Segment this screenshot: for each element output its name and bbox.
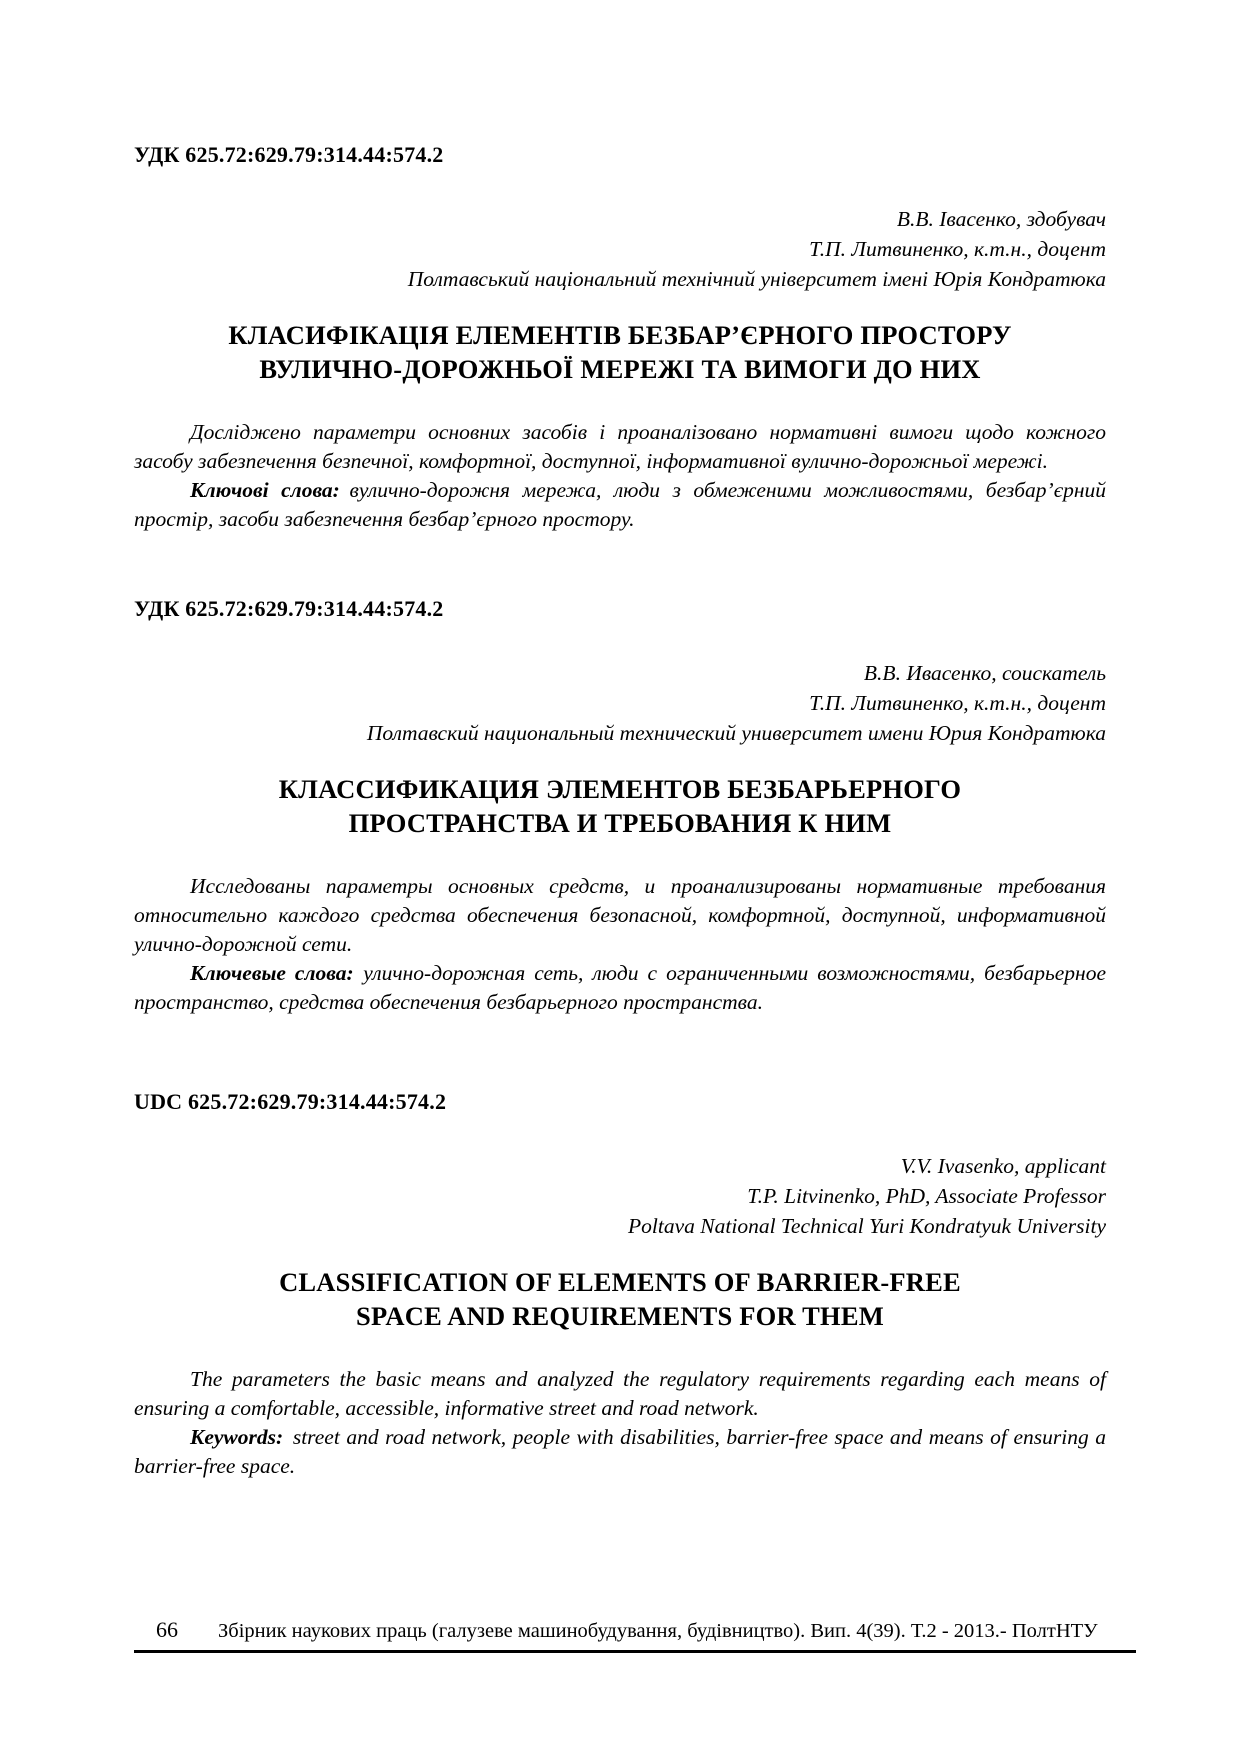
udc-code: UDC 625.72:629.79:314.44:574.2	[134, 1089, 447, 1114]
section-english	[134, 1089, 1106, 1481]
footer-rule	[134, 1616, 1136, 1653]
title-line-1: КЛАССИФИКАЦИЯ ЭЛЕМЕНТОВ БЕЗБАРЬЕРНОГО	[278, 774, 962, 804]
title-line-2: ВУЛИЧНО-ДОРОЖНЬОЇ МЕРЕЖІ ТА ВИМОГИ ДО НИХ	[259, 354, 981, 384]
keywords-label: Ключові слова:	[190, 478, 340, 502]
abstract-paragraph: The parameters the basic means and analyzed the regulatory requirements regarding each means of ensuring a comfortable, accessible, informative street and road network.	[134, 1367, 1106, 1420]
section-russian	[134, 596, 1106, 1017]
title-line-1: КЛАСИФІКАЦІЯ ЕЛЕМЕНТІВ БЕЗБАР’ЄРНОГО ПРОСТОРУ	[228, 320, 1012, 350]
author-line: Т.П. Литвиненко, к.т.н., доцент	[809, 691, 1106, 715]
author-line: V.V. Ivasenko, applicant	[900, 1154, 1106, 1178]
title-line-2: SPACE AND REQUIREMENTS FOR THEM	[356, 1301, 884, 1331]
page-footer	[134, 1616, 1136, 1653]
section-ukrainian	[134, 142, 1106, 534]
udc-code: УДК 625.72:629.79:314.44:574.2	[134, 142, 444, 167]
title-line-2: ПРОСТРАНСТВА И ТРЕБОВАНИЯ К НИМ	[348, 808, 892, 838]
keywords-paragraph	[134, 476, 1106, 534]
abstract-paragraph: Исследованы параметры основных средств, и проанализированы нормативные требования относительно каждого средства обеспечения безопасной, комфортной, доступной, информативной улично-дорожной сети.	[134, 874, 1106, 956]
author-line: Т.П. Литвиненко, к.т.н., доцент	[809, 237, 1106, 261]
keywords-text: вулично-дорожня мережа, люди з обмеженими можливостями, безбар’єрний простір, засоби забезпечення безбар’єрного простору.	[134, 478, 1106, 531]
author-line: T.P. Litvinenko, PhD, Associate Professor	[747, 1184, 1106, 1208]
keywords-label: Ключевые слова:	[190, 961, 354, 985]
author-block	[134, 204, 1106, 294]
affiliation-line: Полтавский национальный технический университет имени Юрия Кондратюка	[366, 721, 1106, 745]
keywords-text: street and road network, people with disabilities, barrier-free space and means of ensuring a barrier-free space.	[134, 1425, 1106, 1478]
keywords-paragraph	[134, 959, 1106, 1017]
affiliation-line: Полтавський національний технічний університет імені Юрія Кондратюка	[407, 267, 1106, 291]
title-line-1: CLASSIFICATION OF ELEMENTS OF BARRIER-FREE	[279, 1267, 961, 1297]
paper-title-ukrainian	[134, 318, 1106, 386]
paper-title-russian	[134, 772, 1106, 840]
author-block	[134, 658, 1106, 748]
footer-page-number: 66	[156, 1617, 178, 1642]
abstract-paragraph: Досліджено параметри основних засобів і проаналізовано нормативні вимоги щодо кожного засобу забезпечення безпечної, комфортної, доступної, інформативної вулично-дорожньої мережі.	[134, 420, 1106, 473]
affiliation-line: Poltava National Technical Yuri Kondratyuk University	[628, 1214, 1106, 1238]
keywords-paragraph	[134, 1423, 1106, 1481]
udc-code: УДК 625.72:629.79:314.44:574.2	[134, 596, 444, 621]
paper-title-english	[134, 1265, 1106, 1333]
author-block	[134, 1151, 1106, 1241]
author-line: В.В. Івасенко, здобувач	[896, 207, 1106, 231]
keywords-text: улично-дорожная сеть, люди с ограниченными возможностями, безбарьерное пространство, средства обеспечения безбарьерного пространства.	[134, 961, 1106, 1014]
keywords-label: Keywords:	[190, 1425, 284, 1449]
author-line: В.В. Ивасенко, соискатель	[863, 661, 1106, 685]
footer-journal-title: Збірник наукових праць (галузеве машинобудування, будівництво). Вип. 4(39). Т.2 - 2013.- ПолтНТУ	[218, 1620, 1098, 1642]
